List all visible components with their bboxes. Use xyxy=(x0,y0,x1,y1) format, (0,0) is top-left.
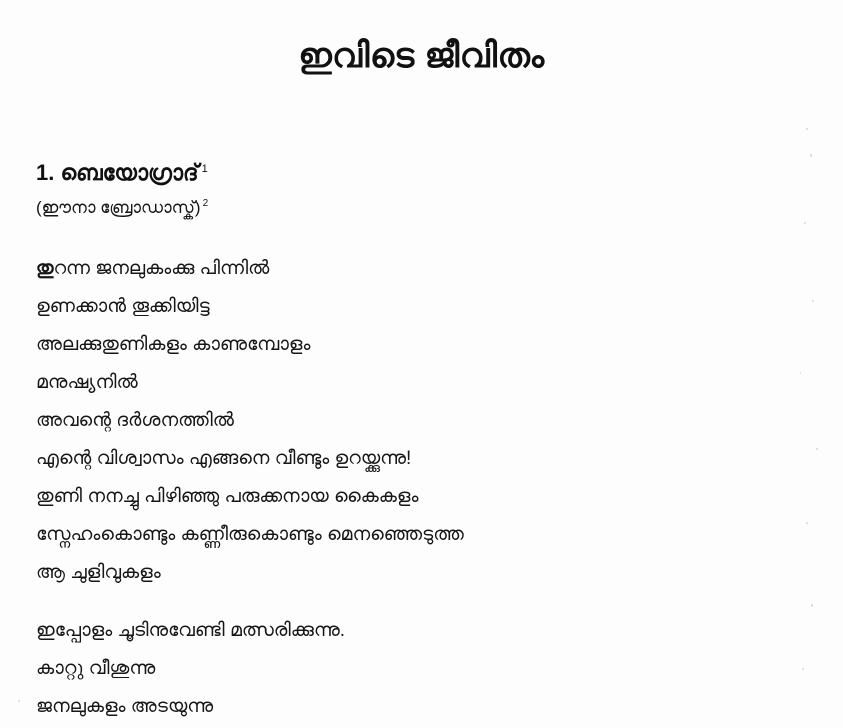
poem-line: തുണി നനച്ചു പിഴിഞ്ഞു പരുക്കനായ കൈകളം xyxy=(36,486,419,507)
poem-line: എന്റെ വിശ്വാസം എങ്ങനെ വീണ്ടും ഉറയ്ക്കുന്നു! xyxy=(36,448,412,469)
poem-line: അലക്കുതുണികളം കാണുമ്പോളം xyxy=(36,334,311,355)
poem-line: അവന്റെ ദർശനത്തിൽ xyxy=(36,410,234,431)
poem-line: മനുഷ്യനിൽ xyxy=(36,372,138,393)
poem-line-text: റന്ന ജനലുകംക്കു പിന്നിൽ xyxy=(53,258,270,279)
poem-line: ആ ചുളിവുകളം xyxy=(36,562,161,583)
page-title: ഇവിടെ ജീവിതം xyxy=(298,37,545,75)
poem-number-heading xyxy=(36,160,208,186)
poem-stanza-1 xyxy=(36,250,816,592)
scan-speck xyxy=(810,154,812,157)
poem-line xyxy=(36,250,816,288)
poem-line: സ്നേഹംകൊണ്ടും കണ്ണീരുകൊണ്ടും മെനഞ്ഞെടുത്ത xyxy=(36,524,464,545)
poem-line: കാറ്റു വീശുന്നു xyxy=(36,658,156,679)
poem-stanza-2 xyxy=(36,612,816,726)
scan-speck xyxy=(18,700,20,702)
scan-speck xyxy=(816,448,818,450)
poem-number-footnote-marker: 1 xyxy=(201,162,208,175)
poem-line: ഇപ്പോളം ചൂടിനുവേണ്ടി മത്സരിക്കുന്നു. xyxy=(36,620,346,641)
poem-subtitle-text: (ഈനാ ബ്രോഡാസ്ക്) xyxy=(36,198,201,217)
poem-number-heading-text: 1. ബെയോഗ്രാദ് xyxy=(36,160,199,185)
poem-line: ജനലുകളം അടയുന്നു xyxy=(36,696,214,717)
scan-speck xyxy=(804,222,806,224)
poem-line: ഉണക്കാൻ തൂക്കിയിട്ട xyxy=(36,296,210,317)
poem-subtitle xyxy=(36,198,208,218)
poem-subtitle-footnote-marker: 2 xyxy=(202,198,209,210)
scan-speck xyxy=(811,604,813,607)
scan-speck xyxy=(806,128,808,130)
poem-line-lead: തു xyxy=(36,258,54,279)
